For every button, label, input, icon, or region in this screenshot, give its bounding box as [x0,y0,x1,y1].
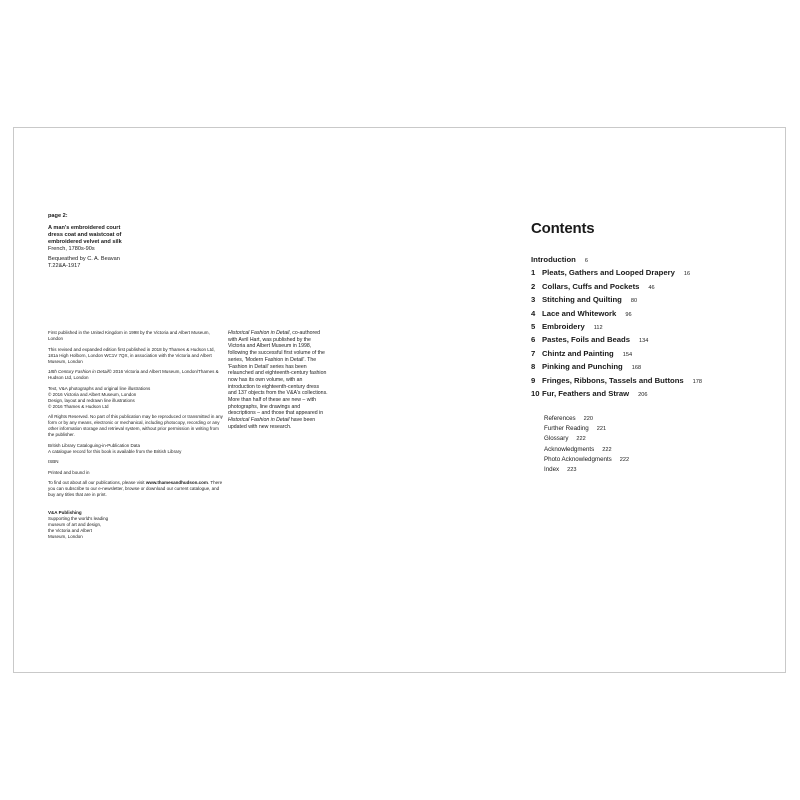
publisher-name: V&A Publishing [48,510,82,515]
table-of-contents [531,255,761,402]
toc-chapter-number: 8 [531,362,536,372]
toc-chapter-number: 5 [531,321,536,331]
back-matter-page: 222 [619,456,630,463]
toc-entry-introduction[interactable] [531,255,761,268]
copyright-imprint [48,330,226,540]
imprint-copyright-lines [48,386,226,410]
back-matter-page: 222 [602,446,612,453]
toc-page-number: 154 [622,351,633,358]
imprint-line: © 2016 Thames & Hudson Ltd [48,403,109,409]
toc-label: Chintz and Painting [542,348,614,358]
toc-label: Pleats, Gathers and Looped Drapery [542,268,675,278]
frontispiece-caption [48,213,148,270]
publisher-desc-line: Supporting the world's leading [48,516,109,521]
back-matter-label: Further Reading [544,425,589,433]
back-matter-entry[interactable] [544,425,714,435]
imprint-visit-text: To find out about all our publications, please visit [48,480,145,485]
toc-label: Embroidery [542,321,585,331]
about-series-title: Historical Fashion in Detail [228,417,290,424]
caption-title-line: dress coat and waistcoat of [48,232,122,238]
contents-heading: Contents [531,220,595,237]
back-matter-entry[interactable] [544,415,714,425]
toc-chapter-number: 7 [531,348,536,358]
toc-entry[interactable] [531,309,761,322]
caption-title-line: A man's embroidered court [48,225,121,231]
imprint-newsletter-text: . There you can subscribe to our e-newsletter, browse or download our current catalogue, and buy any titles that are in print. [48,480,223,497]
caption-accession: T.22&A-1917 [48,263,81,269]
toc-chapter-number: 3 [531,295,536,305]
toc-page-number: 80 [630,298,638,305]
imprint-line: Text, V&A photographs and original line illustrations [48,385,151,391]
toc-chapter-number: 1 [531,268,536,278]
caption-credit: Bequeathed by C. A. Beavan [48,256,120,262]
back-matter-entry[interactable] [544,435,714,445]
back-matter-page: 220 [583,416,593,422]
toc-page-number: 168 [631,365,642,372]
toc-chapter-number: 6 [531,335,536,345]
back-matter-page: 223 [567,466,577,473]
imprint-copyright-text: © 2016 Victoria and Albert Museum, London/Thames & Hudson Ltd, London [48,369,219,380]
publisher-desc-line: museum of art and design, [48,522,102,527]
about-the-book [228,330,328,431]
toc-page-number: 96 [625,311,632,318]
toc-entry[interactable] [531,295,761,308]
publisher-website-link[interactable]: www.thamesandhudson.com [145,480,208,485]
back-matter-list [544,415,714,476]
toc-chapter-number: 2 [531,281,536,291]
toc-entry[interactable] [531,282,761,295]
toc-entry[interactable] [531,349,761,362]
toc-entry[interactable] [531,335,761,348]
toc-label: Fringes, Ribbons, Tassels and Buttons [542,375,684,385]
back-matter-label: Glossary [544,435,569,443]
back-matter-page: 221 [596,426,607,433]
toc-label: Pastes, Foils and Beads [542,335,631,345]
toc-entry[interactable] [531,376,761,389]
publisher-desc-line: the Victoria and Albert [48,528,92,533]
imprint-rights-reserved: All Rights Reserved. No part of this publication may be reproduced or transmitted in any form or by any means, electronic or mechanical, including photocopy, recording or any other information storage and retrieval system, without prior permission in writing from the publisher. [48,414,223,437]
back-matter-label: Index [544,465,560,473]
toc-page-number: 46 [648,284,655,291]
toc-label: Lace and Whitework [542,308,617,318]
toc-label: Fur, Feathers and Straw [542,388,630,398]
toc-chapter-number: 4 [531,308,536,318]
imprint-printed: Printed and bound in [48,469,90,475]
toc-chapter-number: 9 [531,375,536,385]
imprint-cip [48,443,226,455]
toc-label: Collars, Cuffs and Pockets [542,281,640,291]
back-matter-entry[interactable] [544,466,714,476]
caption-page-ref: page 2: [48,213,68,219]
about-series-title: Historical Fashion in Detail [228,330,290,336]
about-text: have been updated with new research. [228,417,316,430]
imprint-copyright-book [48,369,226,381]
imprint-book-title: 18th Century Fashion in Detail [48,369,109,374]
about-text: , co-authored with Avril Hart, was published by the Victoria and Albert Museum in 1998, following the successful first volume of the series, 'Modern Fashion in Detail'. The 'Fashion in Detail' series has been relaunched and eighteenth-century fashion now has its own volume, with an introduction to eighteenth-century dress and 137 objects from the V&A's collections. More than half of these are new – with photographs, line drawings and descriptions – and those that appeared in [228,330,328,417]
toc-page-number: 134 [639,338,649,345]
back-matter-label: Acknowledgments [544,445,595,453]
toc-page-number: 6 [584,258,588,264]
toc-entry[interactable] [531,322,761,335]
toc-page-number: 16 [683,271,691,278]
toc-page-number: 178 [692,378,703,385]
back-matter-label: Photo Acknowledgments [544,455,612,463]
caption-origin: French, 1780s-90s [48,246,95,252]
publisher-desc-line: Museum, London [48,534,83,539]
imprint-publications [48,480,226,498]
toc-chapter-number: 10 [531,388,540,398]
back-matter-entry[interactable] [544,456,714,466]
toc-entry[interactable] [531,362,761,375]
imprint-line: Design, layout and redrawn line illustrations [48,397,135,403]
publisher-block [48,510,226,540]
caption-title-line: embroidered velvet and silk [48,239,122,245]
back-matter-label: References [544,415,576,422]
back-matter-entry[interactable] [544,446,714,456]
imprint-line: British Library Cataloguing-in-Publication Data [48,442,141,448]
imprint-line: © 2016 Victoria and Albert Museum, London [48,391,137,397]
imprint-isbn: ISBN [48,459,59,464]
toc-entry[interactable] [531,268,761,281]
toc-page-number: 206 [638,391,648,398]
toc-label: Introduction [531,255,576,264]
imprint-first-published: First published in the United Kingdom in 1998 by the Victoria and Albert Museum, London [48,330,210,341]
toc-label: Pinking and Punching [542,362,623,372]
toc-label: Stitching and Quilting [542,295,622,305]
back-matter-page: 222 [576,436,586,443]
toc-entry[interactable] [531,389,761,402]
imprint-line: A catalogue record for this book is available from the British Library [48,448,182,454]
toc-page-number: 112 [593,324,603,331]
imprint-revised-edition: This revised and expanded edition first published in 2018 by Thames & Hudson Ltd, 181a High Holborn, London WC1V 7QX, in association with the Victoria and Albert Museum, London [48,346,215,364]
